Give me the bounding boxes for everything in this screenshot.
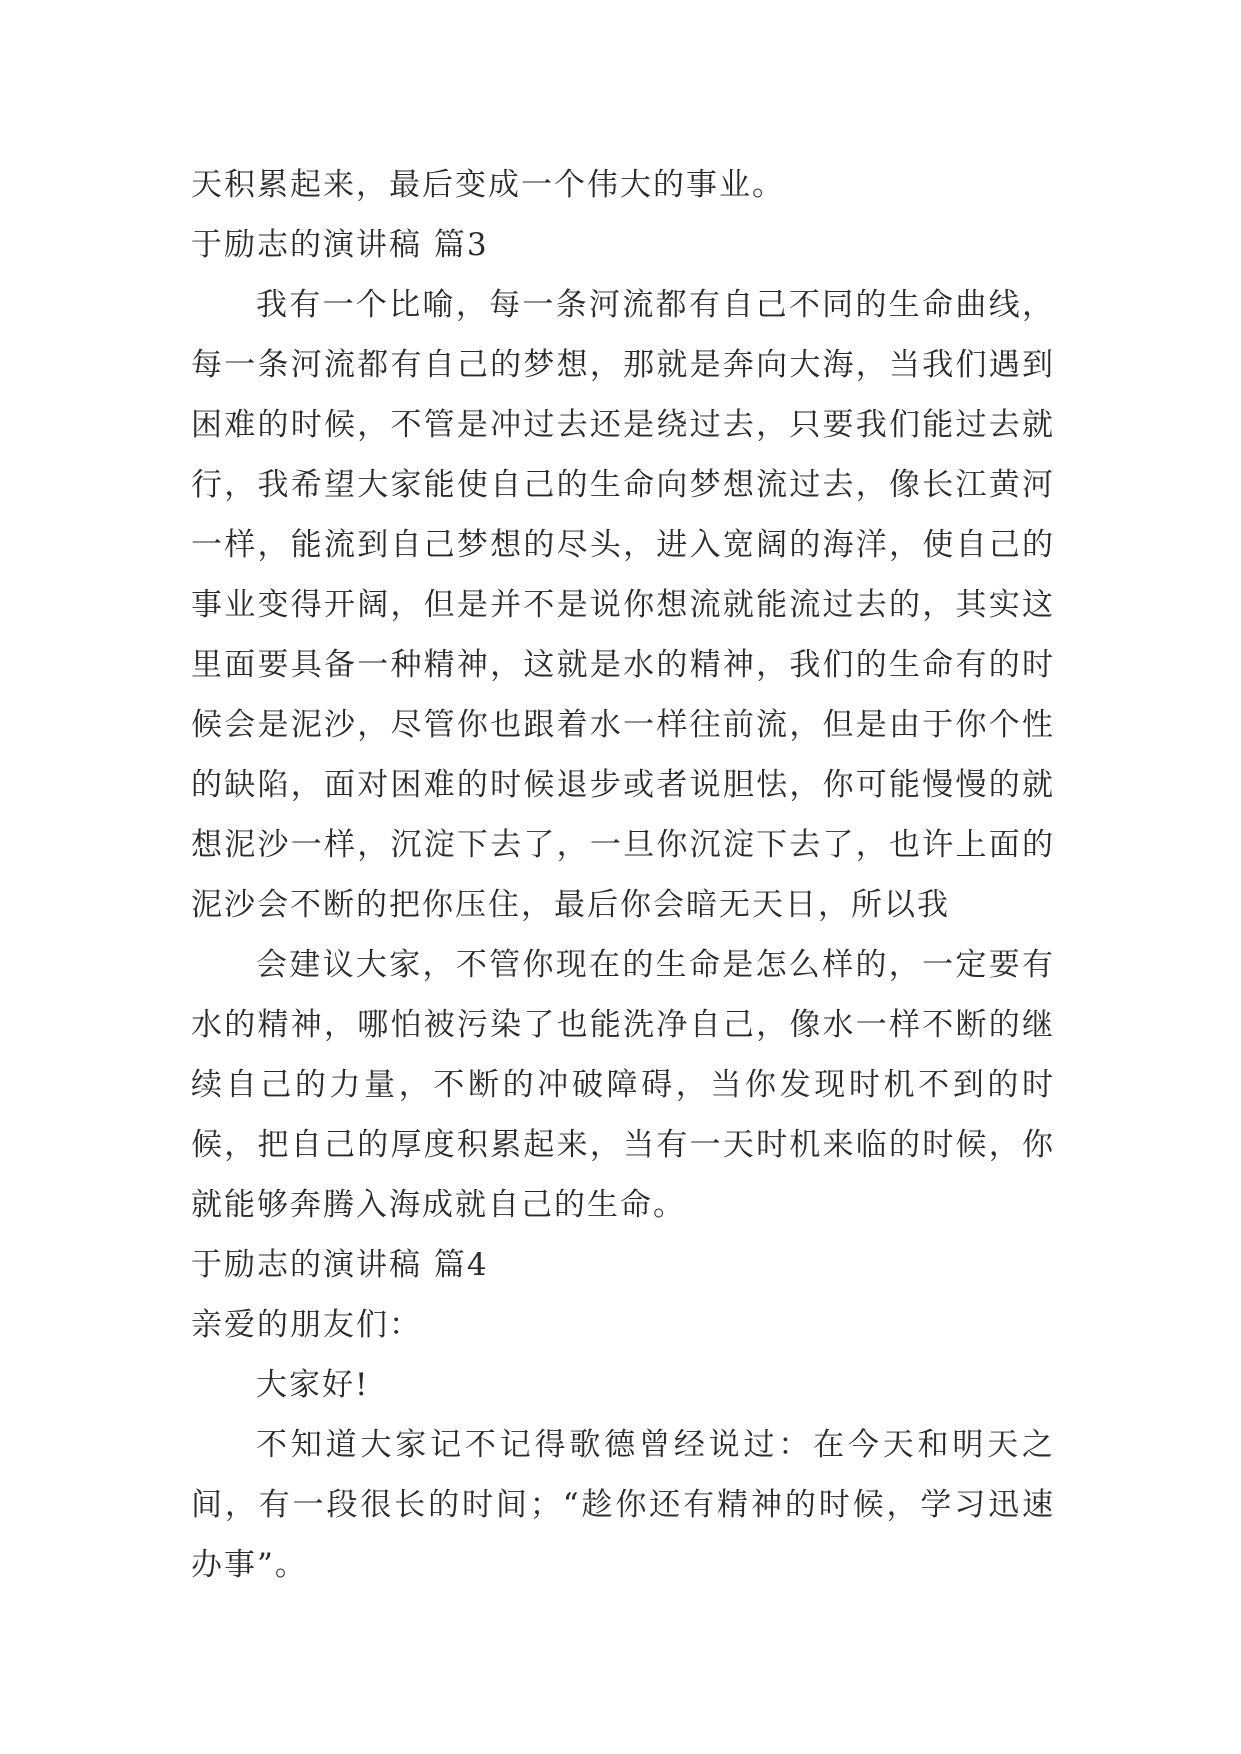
section-3-heading: 于励志的演讲稿 篇3 [191, 227, 489, 263]
section-4-paragraph-1: 不知道大家记不记得歌德曾经说过：在今天和明天之间，有一段很长的时间；“趁你还有精神的时候，学习迅速办事”。 [191, 1427, 1055, 1583]
continuation-text: 天积累起来，最后变成一个伟大的事业。 [191, 167, 785, 203]
section-3-paragraph-2: 会建议大家，不管你现在的生命是怎么样的，一定要有水的精神，哪怕被污染了也能洗净自己，像水一样不断的继续自己的力量，不断的冲破障碍，当你发现时机不到的时候，把自己的厚度积累起来，当有一天时机来临的时候，你就能够奔腾入海成就自己的生命。 [191, 947, 1055, 1223]
salutation: 亲爱的朋友们： [191, 1307, 422, 1343]
greeting: 大家好! [256, 1367, 370, 1403]
section-4-heading: 于励志的演讲稿 篇4 [191, 1247, 489, 1283]
section-3-paragraph-1: 我有一个比喻，每一条河流都有自己不同的生命曲线，每一条河流都有自己的梦想，那就是奔向大海，当我们遇到困难的时候，不管是冲过去还是绕过去，只要我们能过去就行，我希望大家能使自己的生命向梦想流过去，像长江黄河一样，能流到自己梦想的尽头，进入宽阔的海洋，使自己的事业变得开阔，但是并不是说你想流就能流过去的，其实这里面要具备一种精神，这就是水的精神，我们的生命有的时候会是泥沙，尽管你也跟着水一样往前流，但是由于你个性的缺陷，面对困难的时候退步或者说胆怯，你可能慢慢的就想泥沙一样，沉淀下去了，一旦你沉淀下去了，也许上面的泥沙会不断的把你压住，最后你会暗无天日，所以我 [191, 287, 1055, 923]
document-body [191, 155, 1055, 1595]
